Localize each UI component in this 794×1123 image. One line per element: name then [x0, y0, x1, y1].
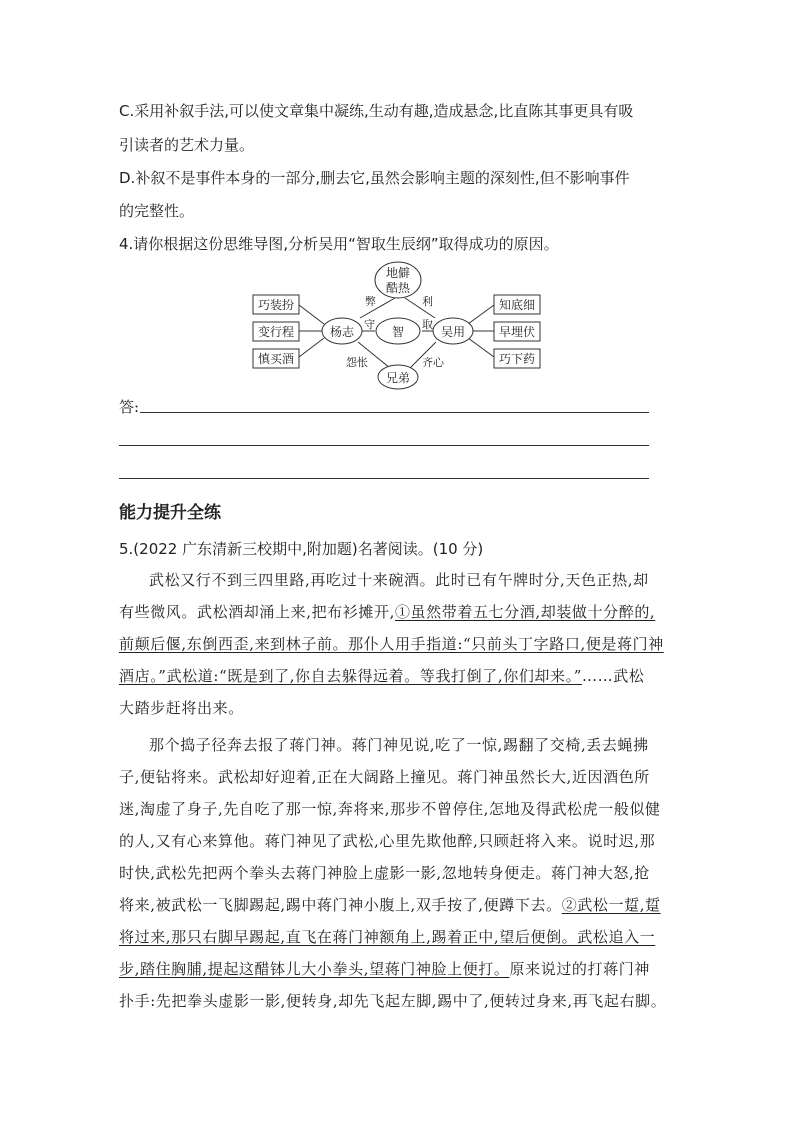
underlined-sentence-1-start: ①虽然带着五七分酒,却装做十分醉的, [394, 603, 656, 621]
left-box-2-label: 变行程 [257, 325, 295, 339]
question-4: 4.请你根据这份思维导图,分析吴用“智取生辰纲”取得成功的原因。 [119, 235, 559, 253]
edge-label-qixin: 齐心 [422, 356, 444, 369]
right-box-2-label: 早埋伏 [498, 325, 536, 339]
line-left-to-box1 [299, 305, 324, 324]
question-5: 5.(2022 广东清新三校期中,附加题)名著阅读。(10 分) [119, 540, 484, 558]
passage-p2-line-5: 时快,武松先把两个拳头去蒋门神脸上虚影一影,忽地转身便走。蒋门神大怒,抢 [119, 864, 650, 882]
option-d-line-1: D.补叙不是事件本身的一部分,删去它,虽然会影响主题的深刻性,但不影响事件 [119, 169, 630, 187]
passage-p1-line-2-text: 有些微风。武松酒却涌上来,把布衫摊开, [119, 603, 395, 621]
line-left-to-box3 [299, 338, 324, 357]
answer-line-2[interactable] [119, 445, 649, 446]
option-c-line-2: 引读者的艺术力量。 [119, 136, 255, 154]
right-box-3-label: 巧下药 [498, 352, 536, 366]
underlined-sentence-1-mid: 前颠后偃,东倒西歪,来到林子前。那仆人用手指道:“只前头丁字路口,便是蒋门神 [119, 635, 664, 653]
right-box-1-label: 知底细 [498, 298, 536, 312]
underlined-sentence-2-end: 步,踏住胸脯,提起这醋钵儿大小拳头,望蒋门神脸上便打。 [119, 960, 510, 978]
passage-p1-line-4-tail: ……武松 [582, 667, 645, 685]
node-center-label: 智 [391, 325, 405, 339]
node-top-line-2: 酷热 [385, 281, 411, 295]
passage-p2-line-1: 那个捣子径奔去报了蒋门神。蒋门神见说,吃了一惊,踢翻了交椅,丢去蝇拂 [149, 736, 649, 754]
left-box-1-label: 巧装扮 [257, 298, 295, 312]
option-d-line-2: 的完整性。 [119, 202, 195, 220]
answer-label: 答: [119, 398, 140, 416]
underlined-sentence-1-end: 酒店。”武松道:“既是到了,你自去躲得远着。等我打倒了,你们却来。” [119, 667, 582, 685]
edge-label-shou: 守 [364, 318, 375, 331]
option-c-line-1: C.采用补叙手法,可以使文章集中凝练,生动有趣,造成悬念,比直陈其事更具有吸 [119, 102, 634, 120]
passage-p2-line-8-tail: 原来说过的打蒋门神 [509, 960, 650, 978]
passage-p1-line-2 [119, 602, 655, 622]
passage-p1-line-4 [119, 666, 644, 686]
node-top-line-1: 地僻 [385, 266, 411, 280]
passage-p1-line-1: 武松又行不到三四里路,再吃过十来碗酒。此时已有午牌时分,天色正热,却 [149, 571, 649, 589]
node-left-label: 杨志 [329, 325, 355, 339]
line-right-to-box1 [468, 305, 494, 324]
passage-p2-line-9: 扑手:先把拳头虚影一影,便转身,却先飞起左脚,踢中了,便转过身来,再飞起右脚。 [119, 992, 667, 1010]
passage-p2-line-4: 的人,又有心来算他。蒋门神见了武松,心里先欺他醉,只顾赶将入来。说时迟,那 [119, 832, 656, 850]
left-box-3-label: 慎买酒 [257, 352, 295, 366]
underlined-sentence-2-start: ②武松一踅,踅 [561, 896, 661, 914]
underlined-sentence-2-mid: 将过来,那只右脚早踢起,直飞在蒋门神额角上,踢着正中,望后便倒。武松追入一 [119, 928, 656, 946]
mind-map-diagram [250, 258, 550, 390]
answer-line-1[interactable] [140, 412, 649, 413]
node-bottom-label: 兄弟 [385, 371, 411, 385]
passage-p2-line-2: 子,便钻将来。武松却好迎着,正在大阔路上撞见。蒋门神虽然长大,近因酒色所 [119, 768, 650, 786]
passage-p2-line-3: 迷,淘虚了身子,先自吃了那一惊,奔将来,那步不曾停住,怎地及得武松虎一般似健 [119, 800, 661, 818]
passage-p1-line-5: 大踏步赶将出来。 [119, 699, 244, 717]
passage-p2-line-6-text: 将来,被武松一飞脚踢起,踢中蒋门神小腹上,双手按了,便蹲下去。 [119, 896, 562, 914]
edge-label-yuanhen: 怨怅 [346, 356, 368, 369]
node-right-label: 吴用 [440, 325, 466, 339]
section-heading: 能力提升全练 [119, 503, 221, 523]
edge-label-li: 利 [422, 295, 433, 308]
edge-label-bi: 弊 [365, 295, 376, 308]
passage-p2-line-8 [119, 959, 650, 979]
edge-label-qu: 取 [422, 318, 433, 331]
line-right-to-box3 [468, 338, 494, 357]
answer-line-3[interactable] [119, 478, 649, 479]
passage-p2-line-6 [119, 895, 661, 915]
